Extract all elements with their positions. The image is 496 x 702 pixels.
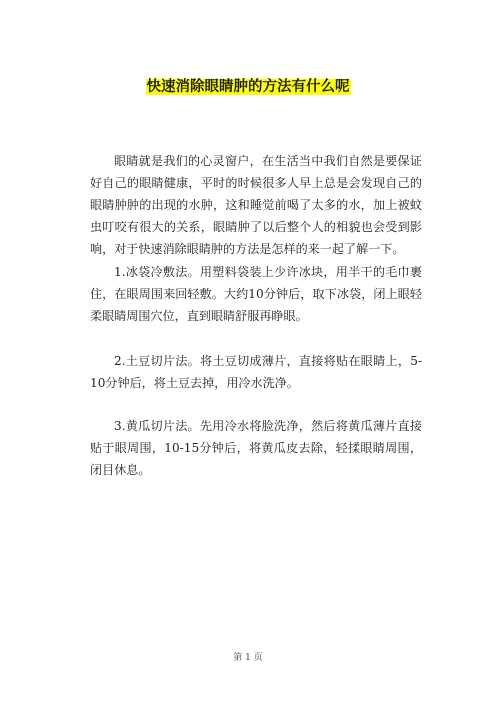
method-paragraph-ice-pack: 1.冰袋冷敷法。用塑料袋装上少许冰块，用半干的毛巾裹住，在眼周围来回轻敷。大约10分钟后，取下冰袋，闭上眼轻柔眼睛周围穴位，直到眼睛舒服再睁眼。	[90, 265, 422, 323]
method-paragraph-cucumber: 3.黄瓜切片法。先用冷水将脸洗净，然后将黄瓜薄片直接贴于眼周围，10-15分钟后，将黄瓜皮去除，轻揉眼睛周围，闭目休息。	[90, 419, 422, 477]
document-title	[0, 77, 496, 97]
method-paragraph-potato: 2.土豆切片法。将土豆切成薄片，直接将贴在眼睛上，5-10分钟后，将土豆去掉，用冷水洗净。	[90, 354, 422, 390]
page-number: 第 1 页	[233, 653, 263, 663]
intro-paragraph: 眼睛就是我们的心灵窗户，在生活当中我们自然是要保证好自己的眼睛健康，平时的时候很多人早上总是会发现自己的眼睛肿肿的出现的水肿，这和睡觉前喝了太多的水，加上被蚊虫叮咬有很大的关系，眼睛肿了以后整个人的相貌也会受到影响，对于快速消除眼睛肿的方法是怎样的来一起了解一下。	[90, 154, 422, 256]
title-text: 快速消除眼睛肿的方法有什么呢	[146, 79, 350, 95]
